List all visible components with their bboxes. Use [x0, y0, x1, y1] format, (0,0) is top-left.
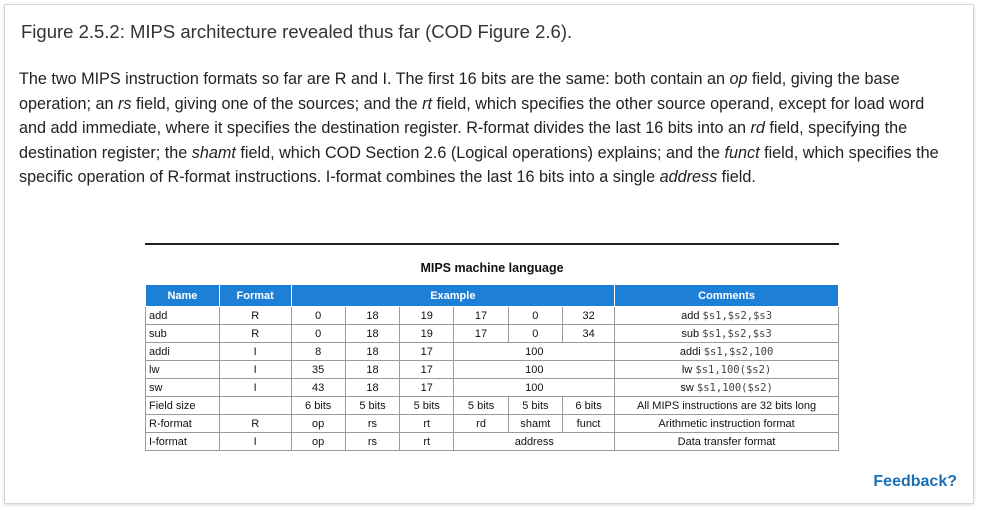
comment-mnemonic: lw [681, 363, 693, 376]
cell-format: I [219, 379, 291, 397]
comment-mnemonic: add [681, 309, 700, 322]
desc-term-shamt: shamt [191, 143, 236, 162]
cell-field-rt: rt [400, 415, 454, 433]
desc-term-address: address [659, 168, 718, 187]
cell-rt: 19 [400, 325, 454, 343]
cell-funct: 34 [563, 325, 615, 343]
cell-op: 0 [291, 325, 345, 343]
table-row [146, 307, 839, 325]
desc-term-rt: rt [422, 94, 433, 113]
cell-field-rs: rs [345, 415, 399, 433]
cell-op: 0 [291, 307, 345, 325]
cell-size-shamt: 5 bits [508, 397, 562, 415]
comment-operands: $s1,100($s2) [696, 381, 773, 394]
desc-text: field, giving the base operation; an [19, 70, 900, 113]
table-row-field-size [146, 397, 839, 415]
desc-term-rd: rd [750, 119, 765, 138]
table-row [146, 379, 839, 397]
comment-operands: $s1,$s2,100 [703, 345, 774, 358]
cell-op: 43 [291, 379, 345, 397]
cell-comment: Data transfer format [615, 433, 839, 451]
desc-text: field, giving one of the sources; and the [131, 94, 423, 113]
desc-text: field. [717, 168, 756, 187]
desc-text: field, which specifies the specific operation of R-format instructions. I-format combines the last 16 bits into a single [19, 143, 939, 187]
table-row-r-format [146, 415, 839, 433]
figure-description [19, 67, 949, 190]
cell-immediate: 100 [454, 379, 615, 397]
cell-comment [615, 325, 839, 343]
cell-immediate: 100 [454, 361, 615, 379]
comment-mnemonic: sub [681, 327, 700, 340]
cell-format: R [219, 415, 291, 433]
header-name: Name [146, 285, 220, 307]
table-header-row [146, 285, 839, 307]
cell-comment [615, 343, 839, 361]
feedback-link[interactable]: Feedback? [873, 473, 957, 490]
cell-name: add [146, 307, 220, 325]
cell-rt: 17 [400, 379, 454, 397]
table-row [146, 343, 839, 361]
cell-immediate: 100 [454, 343, 615, 361]
cell-format: R [219, 307, 291, 325]
cell-field-op: op [291, 433, 345, 451]
desc-text: field, which COD Section 2.6 (Logical operations) explains; and the [235, 143, 725, 162]
cell-name: I-format [146, 433, 220, 451]
table-row-i-format [146, 433, 839, 451]
cell-field-funct: funct [563, 415, 615, 433]
cell-rt: 19 [400, 307, 454, 325]
cell-size-rs: 5 bits [345, 397, 399, 415]
cell-size-funct: 6 bits [563, 397, 615, 415]
cell-rs: 18 [345, 343, 399, 361]
cell-name: Field size [146, 397, 220, 415]
cell-funct: 32 [563, 307, 615, 325]
comment-operands: $s1,$s2,$s3 [702, 327, 772, 340]
cell-format: I [219, 343, 291, 361]
cell-comment [615, 361, 839, 379]
figure-card [4, 4, 974, 504]
desc-text: field, which specifies the other source operand, except for load word and add immediate, where it specifies the destination register. R-format divides the last 16 bits into an [19, 94, 925, 138]
comment-mnemonic: addi [679, 345, 701, 358]
desc-term-op: op [729, 70, 748, 88]
cell-op: 35 [291, 361, 345, 379]
cell-rt: 17 [400, 343, 454, 361]
cell-name: lw [146, 361, 220, 379]
cell-format: I [219, 433, 291, 451]
cell-shamt: 0 [508, 325, 562, 343]
cell-field-address: address [454, 433, 615, 451]
cell-comment: All MIPS instructions are 32 bits long [615, 397, 839, 415]
desc-text: field, specifying the destination register; the [19, 119, 908, 162]
cell-field-rs: rs [345, 433, 399, 451]
comment-operands: $s1,$s2,$s3 [702, 309, 773, 322]
desc-text: The two MIPS instruction formats so far are R and I. The first 16 bits are the same: both contain an [19, 70, 730, 88]
cell-field-rd: rd [454, 415, 508, 433]
cell-size-rd: 5 bits [454, 397, 508, 415]
figure-caption: Figure 2.5.2: MIPS architecture revealed thus far (COD Figure 2.6). [21, 21, 573, 42]
cell-op: 8 [291, 343, 345, 361]
cell-format: I [219, 361, 291, 379]
cell-comment [615, 307, 839, 325]
cell-size-rt: 5 bits [400, 397, 454, 415]
cell-rt: 17 [400, 361, 454, 379]
cell-format: R [219, 325, 291, 343]
table-top-rule [145, 243, 839, 245]
cell-field-op: op [291, 415, 345, 433]
cell-shamt: 0 [508, 307, 562, 325]
cell-comment: Arithmetic instruction format [615, 415, 839, 433]
cell-size-op: 6 bits [291, 397, 345, 415]
comment-mnemonic: sw [680, 381, 694, 394]
cell-name: R-format [146, 415, 220, 433]
desc-term-rs: rs [118, 94, 132, 113]
header-format: Format [219, 285, 291, 307]
cell-field-shamt: shamt [508, 415, 562, 433]
header-example: Example [291, 285, 615, 307]
cell-rs: 18 [345, 361, 399, 379]
cell-rd: 17 [454, 325, 508, 343]
cell-rs: 18 [345, 379, 399, 397]
cell-name: sw [146, 379, 220, 397]
comment-operands: $s1,100($s2) [695, 363, 772, 376]
table-row [146, 361, 839, 379]
cell-format [219, 397, 291, 415]
mips-machine-language-table [145, 284, 839, 451]
cell-rd: 17 [454, 307, 508, 325]
cell-rs: 18 [345, 307, 399, 325]
cell-field-rt: rt [400, 433, 454, 451]
cell-name: addi [146, 343, 220, 361]
desc-term-funct: funct [724, 143, 760, 162]
cell-comment [615, 379, 839, 397]
cell-name: sub [146, 325, 220, 343]
table-row [146, 325, 839, 343]
header-comments: Comments [615, 285, 839, 307]
cell-rs: 18 [345, 325, 399, 343]
table-title: MIPS machine language [420, 261, 564, 275]
